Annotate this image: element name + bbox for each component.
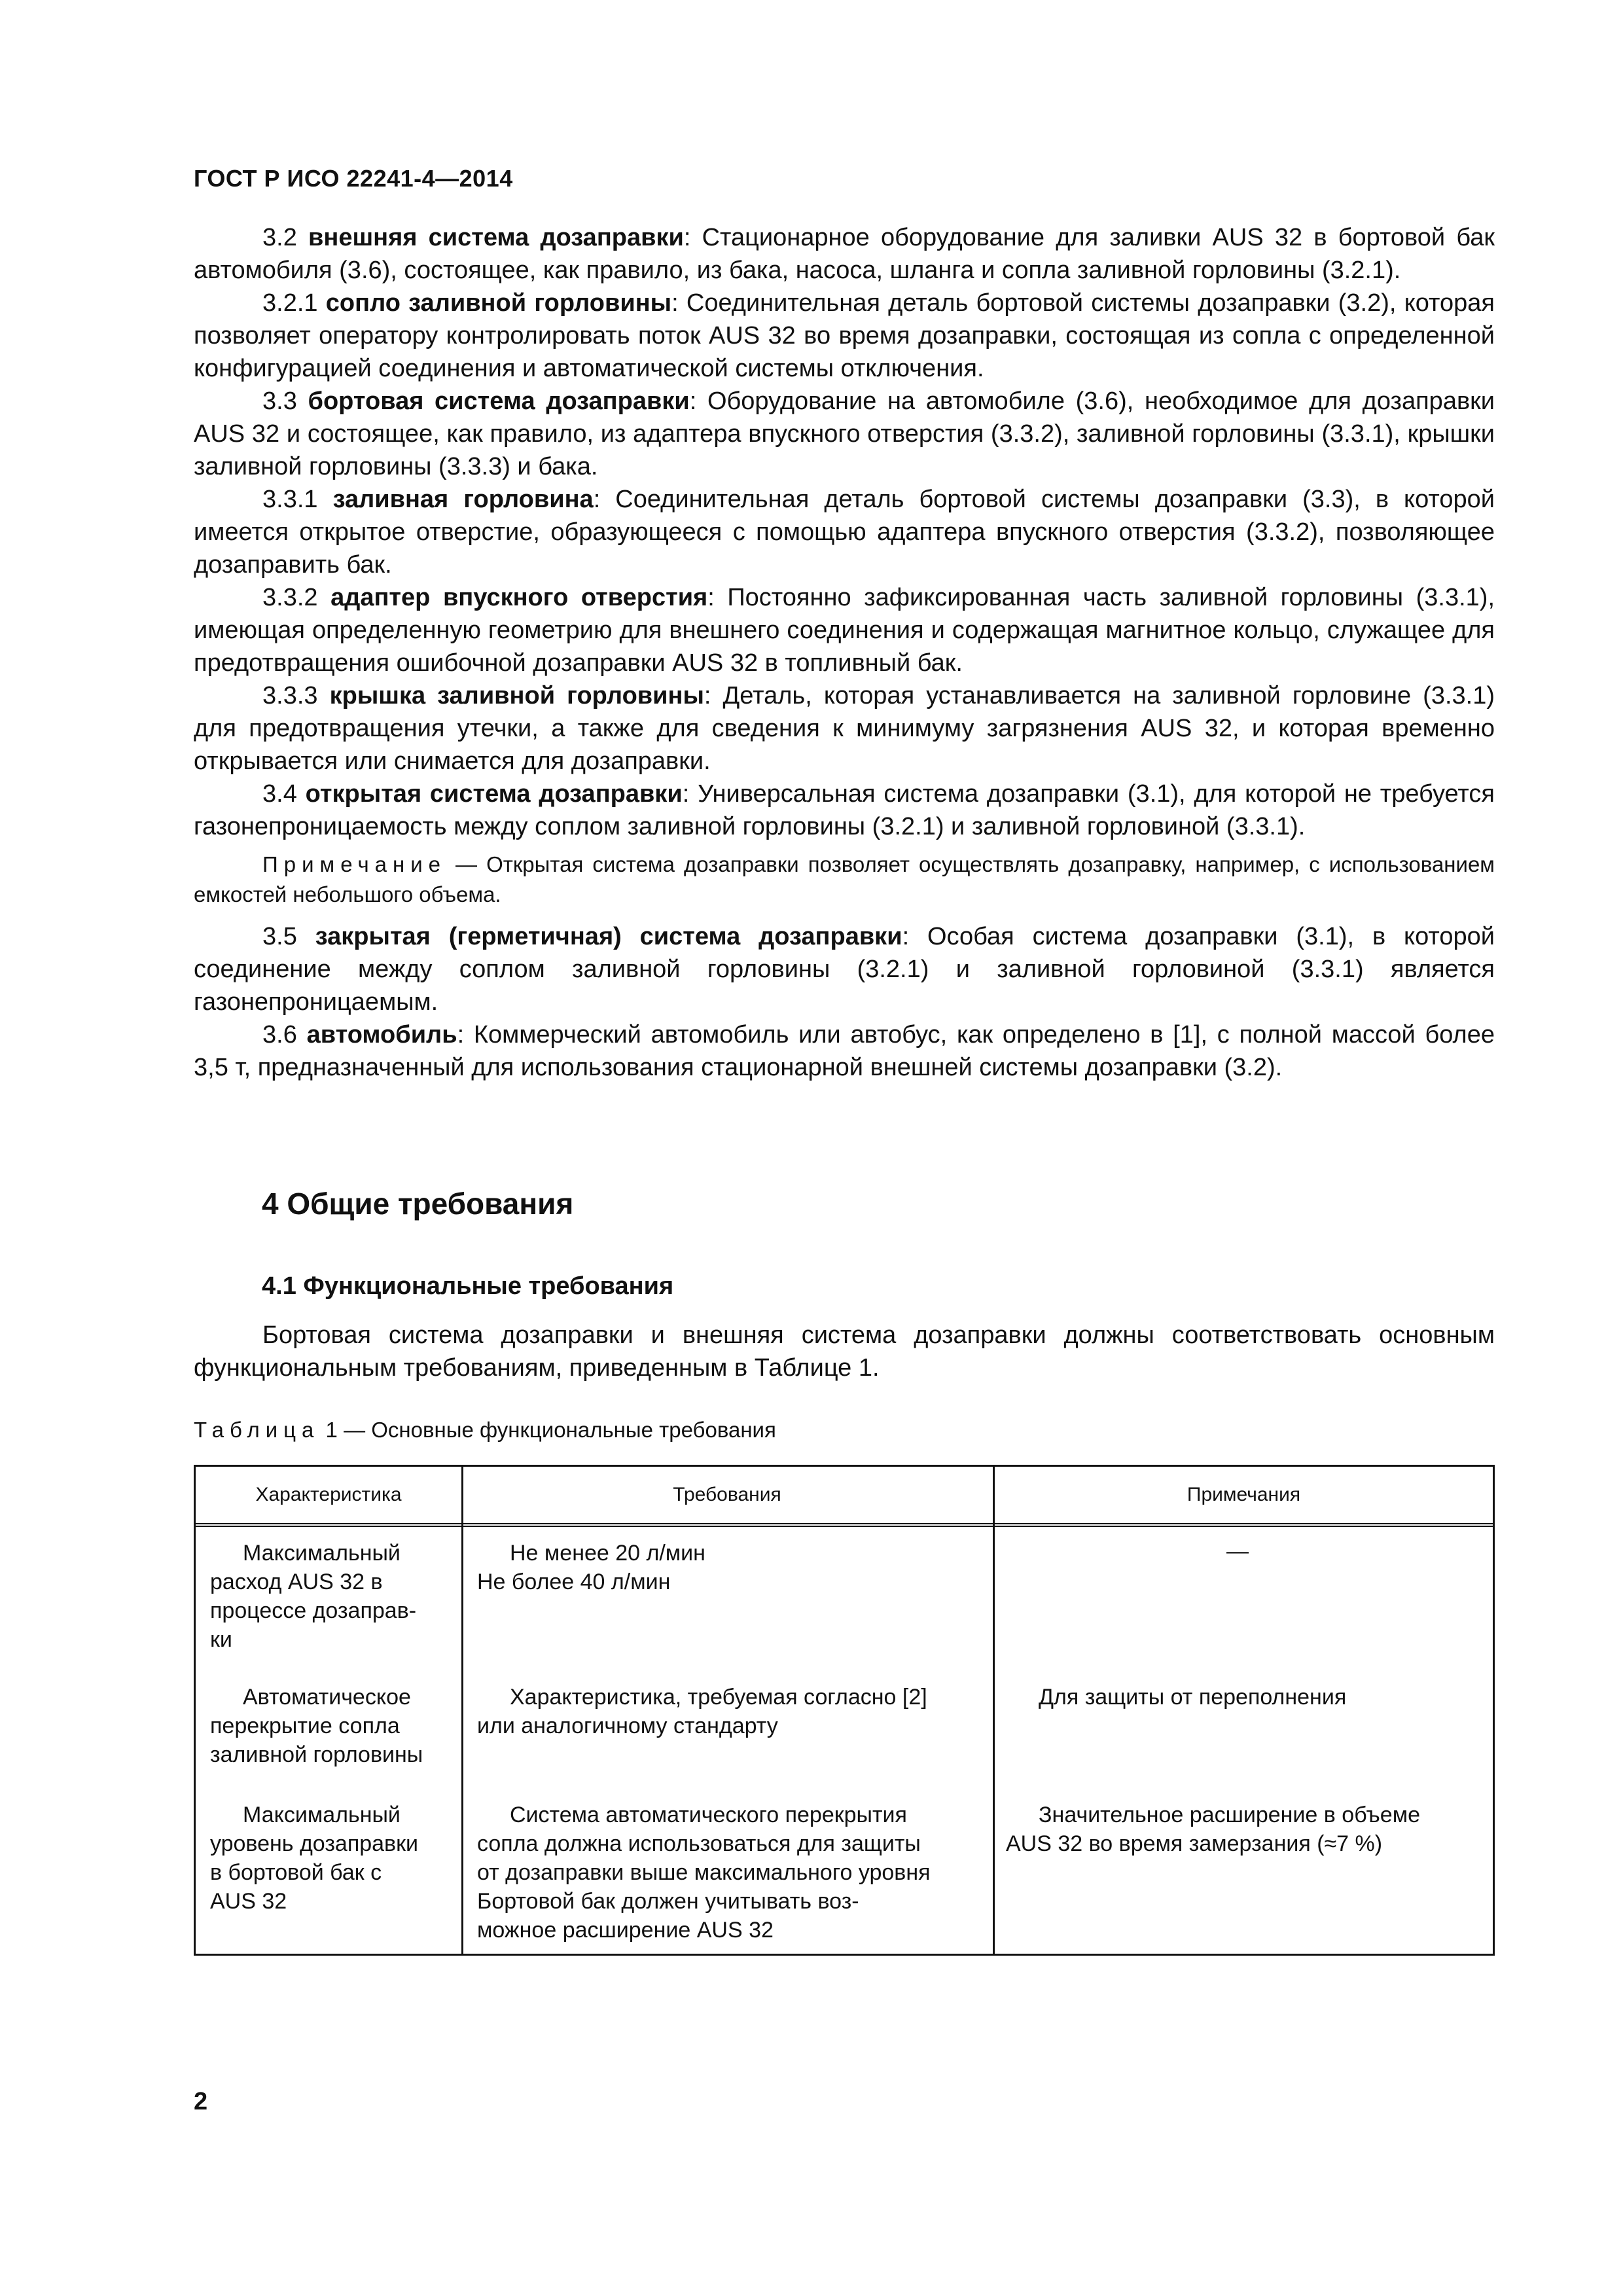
definition-text: : Коммерческий автомобиль или автобус, как определено в [1], с полной массой более 3,5 т, предназначенный для использования стационарной внешней системы дозаправки (3.2).	[194, 1021, 1495, 1081]
table-caption	[194, 1418, 776, 1443]
table-caption-label: Таблица	[194, 1418, 320, 1442]
table-cell: Не менее 20 л/мин Не более 40 л/мин	[477, 1541, 705, 1594]
table-cell: Для защиты от переполнения	[1039, 1685, 1347, 1710]
definition-3-3	[194, 385, 1495, 483]
table-header-cell: Примечания	[1186, 1484, 1301, 1505]
note-label: Примечание	[262, 852, 447, 876]
definition-3-3-3	[194, 679, 1495, 778]
table-header-cell: Требования	[673, 1484, 781, 1505]
definition-term: крышка заливной горловины	[329, 682, 704, 709]
document-header: ГОСТ Р ИСО 22241-4—2014	[194, 165, 513, 192]
table-cell: Автоматическое перекрытие сопла заливной горловины	[210, 1685, 423, 1767]
column-divider	[461, 1467, 463, 1954]
definitions-block	[194, 221, 1495, 1084]
definition-number: 3.3.1	[262, 486, 318, 513]
table-header-cell: Характеристика	[255, 1484, 402, 1505]
definition-number: 3.2.1	[262, 289, 318, 317]
definition-number: 3.3.2	[262, 584, 318, 611]
subsection-heading: 4.1 Функциональные требования	[262, 1272, 674, 1300]
definition-number: 3.5	[262, 923, 297, 950]
definition-3-2-1	[194, 287, 1495, 385]
table-cell: Система автоматического перекрытия сопла должна использоваться для защиты от дозаправки выше максимального уровня Бортовой бак должен учитывать воз- можное расширение AUS 32	[477, 1803, 931, 1943]
definition-number: 3.6	[262, 1021, 297, 1049]
note	[194, 850, 1495, 910]
definition-text: : Универсальная система дозаправки (3.1), для которой не требуется газонепроницаемость между соплом заливной горловины (3.2.1) и заливной горловиной (3.3.1).	[194, 780, 1495, 840]
definition-number: 3.3	[262, 387, 297, 415]
definition-3-4	[194, 778, 1495, 843]
definition-3-3-2	[194, 581, 1495, 679]
table-cell: Максимальный уровень дозаправки в бортовой бак с AUS 32	[210, 1803, 418, 1914]
definition-text: : Особая система дозаправки (3.1), в которой соединение между соплом заливной горловины (3.2.1) и заливной горловиной (3.3.1) является газонепроницаемым.	[194, 923, 1495, 1016]
definition-term: заливная горловина	[332, 486, 594, 513]
table-cell: Максимальный расход AUS 32 в процессе дозаправ- ки	[210, 1541, 417, 1652]
definition-text: : Оборудование на автомобиле (3.6), необходимое для дозаправки AUS 32 и состоящее, как правило, из адаптера впускного отверстия (3.3.2), заливной горловины (3.3.1), крышки заливной горловины (3.3.3) и бака.	[194, 387, 1495, 480]
definition-term: автомобиль	[306, 1021, 457, 1049]
definition-text: : Соединительная деталь бортовой системы дозаправки (3.2), которая позволяет оператору контролировать поток AUS 32 во время дозаправки, состоящая из сопла с определенной конфигурацией соединения и автоматической системы отключения.	[194, 289, 1495, 382]
definition-3-5	[194, 920, 1495, 1018]
definition-text: : Деталь, которая устанавливается на заливной горловине (3.3.1) для предотвращения утечки, а также для сведения к минимуму загрязнения AUS 32, и которая временно открывается или снимается для дозаправки.	[194, 682, 1495, 775]
definition-term: сопло заливной горловины	[325, 289, 672, 317]
table-cell: —	[1226, 1539, 1249, 1564]
definition-term: открытая система дозаправки	[305, 780, 683, 808]
definition-term: внешняя система дозаправки	[308, 224, 684, 251]
definition-number: 3.4	[262, 780, 297, 808]
definition-term: бортовая система дозаправки	[308, 387, 690, 415]
definition-3-6	[194, 1018, 1495, 1084]
table-caption-text: 1 — Основные функциональные требования	[319, 1418, 776, 1442]
section-heading: 4 Общие требования	[262, 1187, 574, 1221]
note-text: — Открытая система дозаправки позволяет осуществлять дозаправку, например, с использованием емкостей небольшого объема.	[194, 852, 1495, 906]
column-divider	[993, 1467, 995, 1954]
definition-3-2	[194, 221, 1495, 287]
table-cell: Характеристика, требуемая согласно [2] или аналогичному стандарту	[477, 1685, 927, 1738]
definition-term: адаптер впускного отверстия	[330, 584, 708, 611]
page-number: 2	[194, 2088, 208, 2115]
definition-number: 3.2	[262, 224, 297, 251]
definition-term: закрытая (герметичная) система дозаправки	[315, 923, 902, 950]
requirements-table	[194, 1465, 1495, 1956]
definition-text: : Стационарное оборудование для заливки AUS 32 в бортовой бак автомобиля (3.6), состоящее, как правило, из бака, насоса, шланга и сопла заливной горловины (3.2.1).	[194, 224, 1495, 284]
definition-3-3-1	[194, 483, 1495, 581]
definition-number: 3.3.3	[262, 682, 318, 709]
table-cell: Значительное расширение в объеме AUS 32 во время замерзания (≈7 %)	[1006, 1803, 1420, 1856]
definition-text: : Постоянно зафиксированная часть заливной горловины (3.3.1), имеющая определенную геометрию для внешнего соединения и содержащая магнитное кольцо, служащее для предотвращения ошибочной дозаправки AUS 32 в топливный бак.	[194, 584, 1495, 677]
definition-text: : Соединительная деталь бортовой системы дозаправки (3.3), в которой имеется открытое отверстие, образующееся с помощью адаптера впускного отверстия (3.3.2), позволяющее дозаправить бак.	[194, 486, 1495, 579]
intro-paragraph: Бортовая система дозаправки и внешняя система дозаправки должны соответствовать основным функциональным требованиям, приведенным в Таблице 1.	[194, 1321, 1495, 1382]
